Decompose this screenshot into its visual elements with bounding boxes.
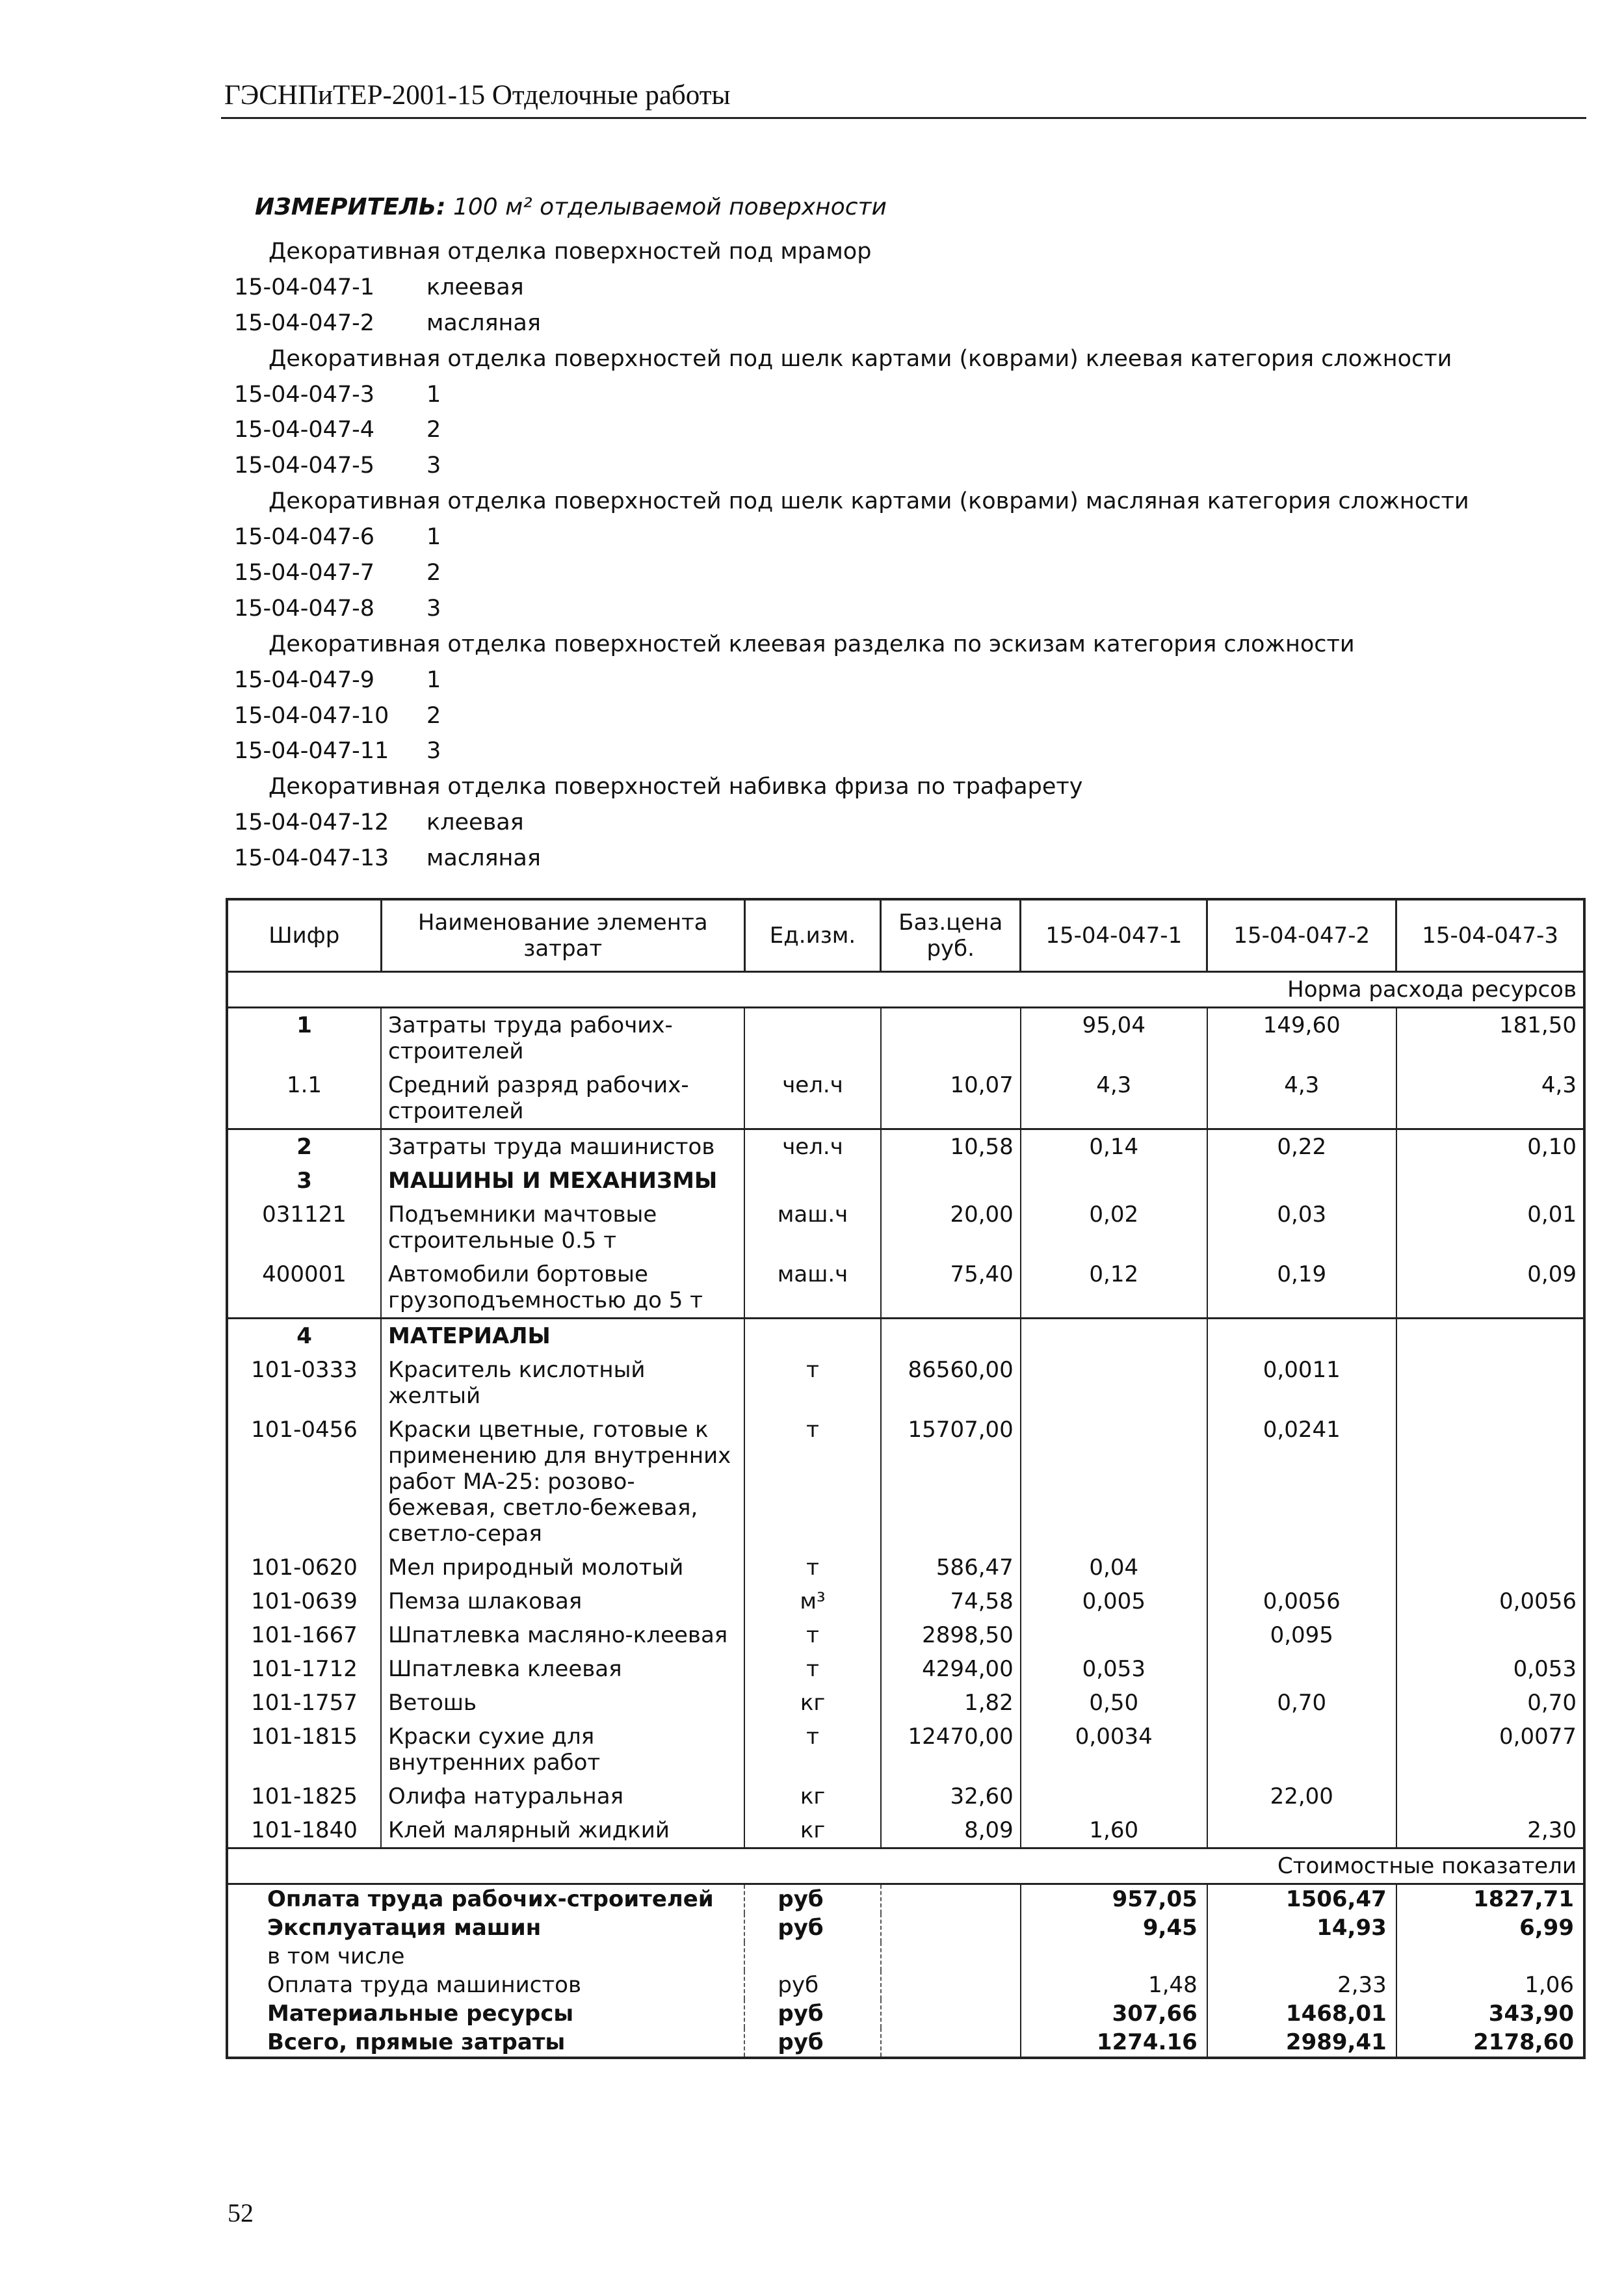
- cost-value: 1274.16: [1021, 2028, 1207, 2058]
- value-cell: 0,01: [1527, 1202, 1577, 1228]
- item-text: 2: [426, 417, 441, 443]
- unit-cell: т: [744, 1413, 880, 1551]
- item-text: 3: [426, 453, 441, 479]
- table-row: [227, 1319, 1584, 1354]
- cost-row: [227, 2028, 1584, 2058]
- intro-list: [228, 234, 1593, 876]
- header-cell: 15-04-047-2: [1207, 899, 1396, 972]
- name-cell: Краски сухие для внутренних работ: [381, 1720, 744, 1780]
- code-cell: 1.1: [227, 1068, 381, 1129]
- cost-value: 2178,60: [1473, 2029, 1574, 2055]
- cost-unit: руб: [744, 1884, 880, 1914]
- price-cell: [881, 1319, 1021, 1354]
- value-cell: [1396, 1618, 1584, 1652]
- value-cell: 0,095: [1207, 1618, 1396, 1652]
- code-cell: 101-0620: [227, 1551, 381, 1585]
- value-cell: 4,3: [1207, 1068, 1396, 1129]
- item-text: масляная: [426, 309, 541, 336]
- header-cell: 15-04-047-1: [1021, 899, 1207, 972]
- item-code: 15-04-047-4: [234, 417, 375, 443]
- cost-unit: [744, 1942, 880, 1971]
- unit-cell: т: [744, 1618, 880, 1652]
- cost-row: [227, 1971, 1584, 1999]
- cost-value: 957,05: [1021, 1884, 1207, 1914]
- table-row: [227, 1008, 1584, 1069]
- code-cell: 101-1840: [227, 1813, 381, 1848]
- group-heading: Декоративная отделка поверхностей под мрамор: [268, 239, 872, 265]
- cost-value: 9,45: [1021, 1913, 1207, 1942]
- value-cell: [1021, 1780, 1207, 1813]
- header-cell: 15-04-047-3: [1396, 899, 1584, 972]
- name-cell: Пемза шлаковая: [381, 1585, 744, 1618]
- table-row: [227, 1686, 1584, 1720]
- value-cell: 0,04: [1021, 1551, 1207, 1585]
- table-row: [227, 1720, 1584, 1780]
- value-cell: [1021, 1618, 1207, 1652]
- code-cell: 4: [227, 1319, 381, 1354]
- code-cell: 101-0333: [227, 1353, 381, 1413]
- price-cell: [881, 1008, 1021, 1069]
- value-cell: [1396, 1551, 1584, 1585]
- value-cell: 0,0056: [1207, 1585, 1396, 1618]
- cost-value: 6,99: [1519, 1915, 1574, 1941]
- item-code: 15-04-047-7: [234, 560, 375, 586]
- cost-empty: [881, 1942, 1021, 1971]
- item-code: 15-04-047-2: [234, 309, 375, 336]
- cost-row: [227, 1942, 1584, 1971]
- name-cell: Краски цветные, готовые к применению для внутренних работ МА-25: розово-бежевая, светло-бежевая, светло-серая: [381, 1413, 744, 1551]
- code-cell: 101-1757: [227, 1686, 381, 1720]
- norm-band-row: [227, 972, 1584, 1008]
- price-cell: 10,58: [881, 1129, 1021, 1164]
- table-row: [227, 1813, 1584, 1848]
- price-cell: 32,60: [881, 1780, 1021, 1813]
- unit-cell: кг: [744, 1813, 880, 1848]
- price-cell: 1,82: [881, 1686, 1021, 1720]
- value-cell: 0,19: [1207, 1257, 1396, 1319]
- name-cell: МАШИНЫ И МЕХАНИЗМЫ: [381, 1164, 744, 1198]
- item-text: 2: [426, 702, 441, 729]
- name-cell: Краситель кислотный желтый: [381, 1353, 744, 1413]
- unit-cell: [744, 1164, 880, 1198]
- item-code: 15-04-047-10: [234, 702, 389, 729]
- value-cell: [1207, 1551, 1396, 1585]
- header-cell: Шифр: [227, 899, 381, 972]
- code-cell: 3: [227, 1164, 381, 1198]
- item-text: клеевая: [426, 809, 524, 836]
- value-cell: [1396, 1353, 1584, 1413]
- name-cell: Клей малярный жидкий: [381, 1813, 744, 1848]
- table-row: [227, 1129, 1584, 1164]
- value-cell: 0,03: [1207, 1198, 1396, 1257]
- cost-band-row: [227, 1848, 1584, 1884]
- value-cell: [1207, 1652, 1396, 1686]
- value-cell: 0,053: [1513, 1656, 1577, 1682]
- table-row: [227, 1353, 1584, 1413]
- unit-cell: т: [744, 1720, 880, 1780]
- cost-value: [1021, 1942, 1207, 1971]
- price-cell: 15707,00: [881, 1413, 1021, 1551]
- cost-value: 307,66: [1021, 1999, 1207, 2028]
- unit-cell: кг: [744, 1686, 880, 1720]
- value-cell: [1021, 1319, 1207, 1354]
- cost-unit: руб: [744, 2028, 880, 2058]
- table-row: [227, 1198, 1584, 1257]
- unit-cell: т: [744, 1652, 880, 1686]
- header-cell: Ед.изм.: [744, 899, 880, 972]
- value-cell: [1021, 1413, 1207, 1551]
- table-row: [227, 1780, 1584, 1813]
- cost-value: 1,06: [1525, 1972, 1574, 1998]
- item-text: 3: [426, 738, 441, 765]
- item-text: клеевая: [426, 274, 524, 300]
- unit-cell: маш.ч: [744, 1198, 880, 1257]
- value-cell: 181,50: [1499, 1012, 1577, 1038]
- item-code: 15-04-047-11: [234, 738, 389, 765]
- value-cell: 0,50: [1021, 1686, 1207, 1720]
- cost-empty: [881, 1884, 1021, 1914]
- value-cell: 95,04: [1021, 1008, 1207, 1069]
- cost-value: 1827,71: [1473, 1886, 1574, 1912]
- cost-row: [227, 1913, 1584, 1942]
- value-cell: 2,30: [1527, 1817, 1577, 1843]
- group-heading: Декоративная отделка поверхностей под шелк картами (коврами) клеевая категория сложности: [268, 345, 1452, 372]
- price-cell: 12470,00: [881, 1720, 1021, 1780]
- unit-cell: кг: [744, 1780, 880, 1813]
- item-text: 1: [426, 666, 441, 693]
- code-cell: 101-1815: [227, 1720, 381, 1780]
- item-code: 15-04-047-13: [234, 845, 389, 872]
- name-cell: Затраты труда машинистов: [381, 1129, 744, 1164]
- cost-empty: [881, 2028, 1021, 2058]
- value-cell: 0,22: [1207, 1129, 1396, 1164]
- cost-value: 1,48: [1021, 1971, 1207, 1999]
- price-cell: [881, 1164, 1021, 1198]
- unit-cell: чел.ч: [744, 1068, 880, 1129]
- cost-row: [227, 1999, 1584, 2028]
- value-cell: 0,0034: [1021, 1720, 1207, 1780]
- header-cell: Наименование элемента затрат: [381, 899, 744, 972]
- value-cell: 4,3: [1021, 1068, 1207, 1129]
- cost-name: Оплата труда рабочих-строителей: [267, 1886, 714, 1912]
- list-item: [228, 412, 1593, 448]
- cost-value: 1468,01: [1207, 1999, 1396, 2028]
- list-item: [228, 805, 1593, 841]
- table-row: [227, 1551, 1584, 1585]
- item-code: 15-04-047-1: [234, 274, 375, 300]
- code-cell: 101-1667: [227, 1618, 381, 1652]
- list-item: [228, 270, 1593, 306]
- price-cell: 75,40: [881, 1257, 1021, 1319]
- norm-label: Норма расхода ресурсов: [227, 972, 1584, 1008]
- name-cell: Ветошь: [381, 1686, 744, 1720]
- table-row: [227, 1413, 1584, 1551]
- value-cell: [1021, 1164, 1207, 1198]
- item-text: 1: [426, 524, 441, 551]
- unit-cell: [744, 1008, 880, 1069]
- list-item: [228, 555, 1593, 591]
- item-text: 3: [426, 595, 441, 622]
- measure-text: 100 м² отделываемой поверхности: [452, 194, 887, 220]
- item-text: масляная: [426, 845, 541, 872]
- value-cell: [1396, 1413, 1584, 1551]
- code-cell: 1: [227, 1008, 381, 1069]
- value-cell: 1,60: [1021, 1813, 1207, 1848]
- cost-value: 1506,47: [1207, 1884, 1396, 1914]
- name-cell: Шпатлевка масляно-клеевая: [381, 1618, 744, 1652]
- name-cell: Шпатлевка клеевая: [381, 1652, 744, 1686]
- item-code: 15-04-047-5: [234, 453, 375, 479]
- value-cell: 0,0077: [1499, 1724, 1577, 1750]
- item-code: 15-04-047-3: [234, 381, 375, 408]
- header-rule: [221, 117, 1586, 119]
- value-cell: [1207, 1319, 1396, 1354]
- code-cell: 101-0639: [227, 1585, 381, 1618]
- value-cell: 0,70: [1527, 1690, 1577, 1716]
- price-cell: 2898,50: [881, 1618, 1021, 1652]
- value-cell: 4,3: [1541, 1072, 1577, 1098]
- table-row: [227, 1652, 1584, 1686]
- list-item: [228, 377, 1593, 413]
- cost-row: [227, 1884, 1584, 1914]
- unit-cell: маш.ч: [744, 1257, 880, 1319]
- value-cell: 0,12: [1021, 1257, 1207, 1319]
- price-cell: 8,09: [881, 1813, 1021, 1848]
- code-cell: 2: [227, 1129, 381, 1164]
- value-cell: 0,14: [1021, 1129, 1207, 1164]
- cost-empty: [881, 1913, 1021, 1942]
- cost-empty: [881, 1971, 1021, 1999]
- measure-label: ИЗМЕРИТЕЛЬ:: [255, 194, 446, 220]
- header-cell: Баз.цена руб.: [881, 899, 1021, 972]
- value-cell: 0,10: [1396, 1129, 1584, 1164]
- price-cell: 10,07: [881, 1068, 1021, 1129]
- value-cell: [1396, 1780, 1584, 1813]
- cost-unit: руб: [744, 1971, 880, 1999]
- list-item: [228, 663, 1593, 698]
- value-cell: [1396, 1164, 1584, 1198]
- cost-name: Материальные ресурсы: [267, 2001, 574, 2027]
- name-cell: Автомобили бортовые грузоподъемностью до 5 т: [381, 1257, 744, 1319]
- item-code: 15-04-047-8: [234, 595, 375, 622]
- item-text: 1: [426, 381, 441, 408]
- name-cell: Средний разряд рабочих-строителей: [381, 1068, 744, 1129]
- name-cell: Подъемники мачтовые строительные 0.5 т: [381, 1198, 744, 1257]
- table-row: [227, 1068, 1584, 1129]
- value-cell: [1396, 1319, 1584, 1354]
- cost-value: [1207, 1942, 1396, 1971]
- unit-cell: т: [744, 1353, 880, 1413]
- cost-value: 343,90: [1488, 2001, 1574, 2027]
- list-item: [228, 841, 1593, 876]
- value-cell: 0,0056: [1499, 1588, 1577, 1614]
- cost-value: 14,93: [1207, 1913, 1396, 1942]
- list-item: [228, 519, 1593, 555]
- item-code: 15-04-047-9: [234, 666, 375, 693]
- list-item: [228, 698, 1593, 734]
- price-cell: 74,58: [881, 1585, 1021, 1618]
- list-item: [228, 591, 1593, 627]
- cost-name: Всего, прямые затраты: [267, 2029, 566, 2055]
- cost-name: в том числе: [267, 1943, 405, 1969]
- cost-label: Стоимостные показатели: [227, 1848, 1584, 1884]
- cost-value: 2,33: [1207, 1971, 1396, 1999]
- name-cell: Затраты труда рабочих-строителей: [381, 1008, 744, 1069]
- value-cell: 0,005: [1021, 1585, 1207, 1618]
- group-heading: Декоративная отделка поверхностей набивка фриза по трафарету: [268, 774, 1083, 800]
- group-heading: Декоративная отделка поверхностей под шелк картами (коврами) масляная категория сложности: [268, 488, 1469, 515]
- code-cell: 400001: [227, 1257, 381, 1319]
- cost-unit: руб: [744, 1999, 880, 2028]
- table-body: [227, 972, 1584, 2058]
- resource-table: [226, 898, 1586, 2059]
- cost-empty: [881, 1999, 1021, 2028]
- price-cell: 86560,00: [881, 1353, 1021, 1413]
- value-cell: 149,60: [1207, 1008, 1396, 1069]
- code-cell: 101-1712: [227, 1652, 381, 1686]
- cost-value: [1396, 1942, 1584, 1971]
- unit-cell: т: [744, 1551, 880, 1585]
- table-row: [227, 1585, 1584, 1618]
- item-code: 15-04-047-6: [234, 524, 375, 551]
- cost-unit: руб: [744, 1913, 880, 1942]
- table-header-row: [227, 899, 1584, 972]
- value-cell: 0,0241: [1207, 1413, 1396, 1551]
- value-cell: [1021, 1353, 1207, 1413]
- list-item: [228, 733, 1593, 769]
- value-cell: 0,02: [1021, 1198, 1207, 1257]
- cost-value: 2989,41: [1207, 2028, 1396, 2058]
- name-cell: МАТЕРИАЛЫ: [381, 1319, 744, 1354]
- running-header: ГЭСНПиТЕР-2001-15 Отделочные работы: [224, 80, 731, 111]
- code-cell: 101-0456: [227, 1413, 381, 1551]
- code-cell: 031121: [227, 1198, 381, 1257]
- list-item: [228, 306, 1593, 341]
- name-cell: Олифа натуральная: [381, 1780, 744, 1813]
- measure-line: [255, 194, 887, 220]
- price-cell: 20,00: [881, 1198, 1021, 1257]
- unit-cell: м³: [744, 1585, 880, 1618]
- cost-name: Эксплуатация машин: [267, 1915, 542, 1941]
- code-cell: 101-1825: [227, 1780, 381, 1813]
- value-cell: 0,09: [1527, 1261, 1577, 1287]
- item-text: 2: [426, 560, 441, 586]
- name-cell: Мел природный молотый: [381, 1551, 744, 1585]
- value-cell: 0,053: [1021, 1652, 1207, 1686]
- value-cell: 22,00: [1207, 1780, 1396, 1813]
- value-cell: 0,70: [1207, 1686, 1396, 1720]
- unit-cell: [744, 1319, 880, 1354]
- unit-cell: чел.ч: [744, 1129, 880, 1164]
- page-number: 52: [228, 2198, 254, 2228]
- table-row: [227, 1257, 1584, 1319]
- group-heading: Декоративная отделка поверхностей клеевая разделка по эскизам категория сложности: [268, 631, 1355, 657]
- value-cell: [1207, 1813, 1396, 1848]
- value-cell: 0,0011: [1207, 1353, 1396, 1413]
- item-code: 15-04-047-12: [234, 809, 389, 836]
- list-item: [228, 448, 1593, 484]
- cost-name: Оплата труда машинистов: [267, 1972, 582, 1998]
- value-cell: [1207, 1164, 1396, 1198]
- value-cell: [1207, 1720, 1396, 1780]
- table-row: [227, 1618, 1584, 1652]
- table-row: [227, 1164, 1584, 1198]
- price-cell: 586,47: [881, 1551, 1021, 1585]
- price-cell: 4294,00: [881, 1652, 1021, 1686]
